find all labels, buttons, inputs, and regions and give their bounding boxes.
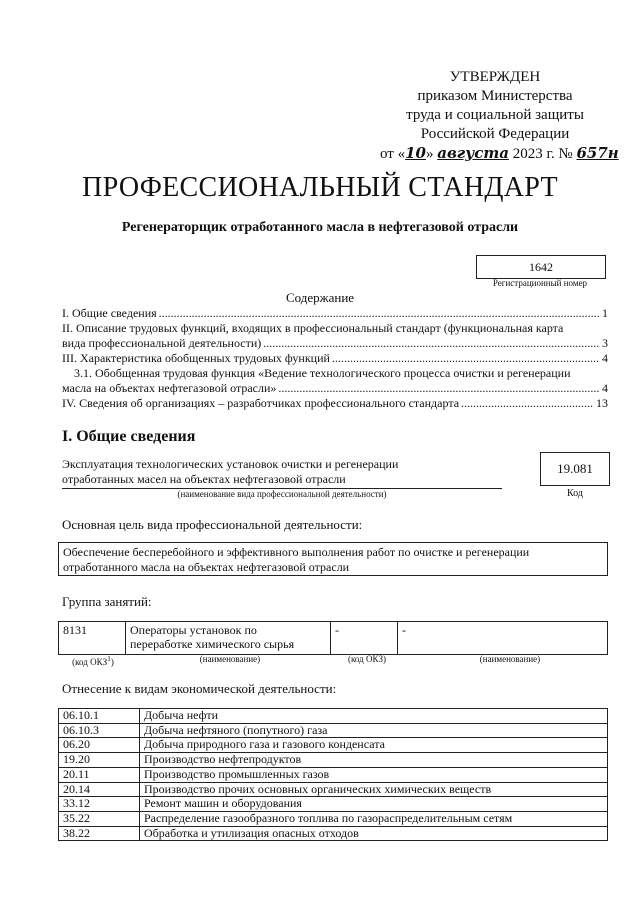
table-row: 35.22 Распределение газообразного топлива по газораспределительным сетям bbox=[59, 811, 608, 826]
approval-line: Российской Федерации bbox=[420, 126, 570, 142]
caption-okz: (код ОКЗ$^1$) bbox=[72, 654, 114, 667]
toc-item: IV. Сведения об организациях – разработчиках профессионального стандарта ..... 13 bbox=[62, 396, 608, 411]
code-caption: Код bbox=[567, 488, 583, 499]
table-row: 20.14 Производство прочих основных органических химических веществ bbox=[59, 782, 608, 797]
handwritten-day: 10 bbox=[405, 144, 426, 162]
approval-date: от «10» августа 2023 г. № 657н bbox=[380, 144, 619, 162]
okz-name-cell: Операторы установок по переработке химического сырья bbox=[126, 622, 331, 655]
okz-code-cell: 8131 bbox=[59, 622, 126, 655]
toc-leader bbox=[332, 351, 600, 366]
table-row: 33.12 Ремонт машин и оборудования bbox=[59, 797, 608, 812]
section-heading: I. Общие сведения bbox=[62, 428, 196, 445]
activity-caption: (наименование вида профессиональной деятельности) bbox=[177, 489, 387, 499]
toc-item: II. Описание трудовых функций, входящих в профессиональный стандарт (функциональная карта вида профессиональной деятельности) ..... 3 bbox=[62, 321, 608, 351]
caption-okz: (код ОКЗ) bbox=[348, 654, 386, 664]
table-row: 06.20 Добыча природного газа и газового конденсата bbox=[59, 738, 608, 753]
okved-label: Отнесение к видам экономической деятельности: bbox=[62, 681, 337, 696]
registration-label: Регистрационный номер bbox=[492, 278, 588, 288]
toc-heading: Содержание bbox=[285, 290, 355, 305]
approval-block bbox=[380, 68, 619, 164]
caption-name: (наименование) bbox=[479, 654, 541, 664]
okz-code-cell: - bbox=[331, 622, 398, 655]
table-row: 20.11 Производство промышленных газов bbox=[59, 767, 608, 782]
toc-leader bbox=[461, 396, 594, 411]
table-row bbox=[59, 622, 608, 655]
table-row: 06.10.1 Добыча нефти bbox=[59, 709, 608, 724]
table-row: 38.22 Обработка и утилизация опасных отходов bbox=[59, 826, 608, 841]
approval-line: труда и социальной защиты bbox=[406, 107, 584, 123]
approval-title: УТВЕРЖДЕН bbox=[449, 69, 541, 85]
toc-leader bbox=[263, 336, 600, 351]
group-label: Группа занятий: bbox=[62, 594, 152, 609]
handwritten-month: августа bbox=[437, 144, 509, 162]
caption-name: (наименование) bbox=[199, 654, 261, 664]
handwritten-number: 657н bbox=[576, 144, 619, 162]
approval-line: приказом Министерства bbox=[417, 88, 573, 104]
toc-item: I. Общие сведения ..... 1 bbox=[62, 306, 608, 321]
okz-name-cell: - bbox=[398, 622, 608, 655]
document-subtitle: Регенераторщик отработанного масла в нефтегазовой отрасли bbox=[121, 220, 519, 235]
table-of-contents bbox=[62, 306, 608, 411]
occupation-group-table bbox=[58, 621, 608, 655]
okved-table bbox=[58, 708, 608, 841]
table-row: 06.10.3 Добыча нефтяного (попутного) газа bbox=[59, 723, 608, 738]
toc-leader bbox=[278, 381, 600, 396]
toc-leader bbox=[159, 306, 600, 321]
toc-item: 3.1. Обобщенная трудовая функция «Ведение технологического процесса очистки и регенерации масла на объектах нефтегазовой отрасли» ..... 4 bbox=[62, 366, 608, 396]
activity-code: 19.081 bbox=[540, 452, 610, 486]
toc-item: III. Характеристика обобщенных трудовых функций ..... 4 bbox=[62, 351, 608, 366]
activity-name: Эксплуатация технологических установок очистки и регенерации отработанных масел на объектах нефтегазовой отрасли bbox=[62, 457, 502, 489]
goal-label: Основная цель вида профессиональной деятельности: bbox=[62, 517, 363, 532]
table-row: 19.20 Производство нефтепродуктов bbox=[59, 753, 608, 768]
goal-box: Обеспечение бесперебойного и эффективного выполнения работ по очистке и регенерации отработанного масла на объектах нефтегазовой отрасли bbox=[58, 542, 608, 576]
document-title: ПРОФЕССИОНАЛЬНЫЙ СТАНДАРТ bbox=[82, 172, 558, 203]
registration-number: 1642 bbox=[476, 255, 606, 279]
